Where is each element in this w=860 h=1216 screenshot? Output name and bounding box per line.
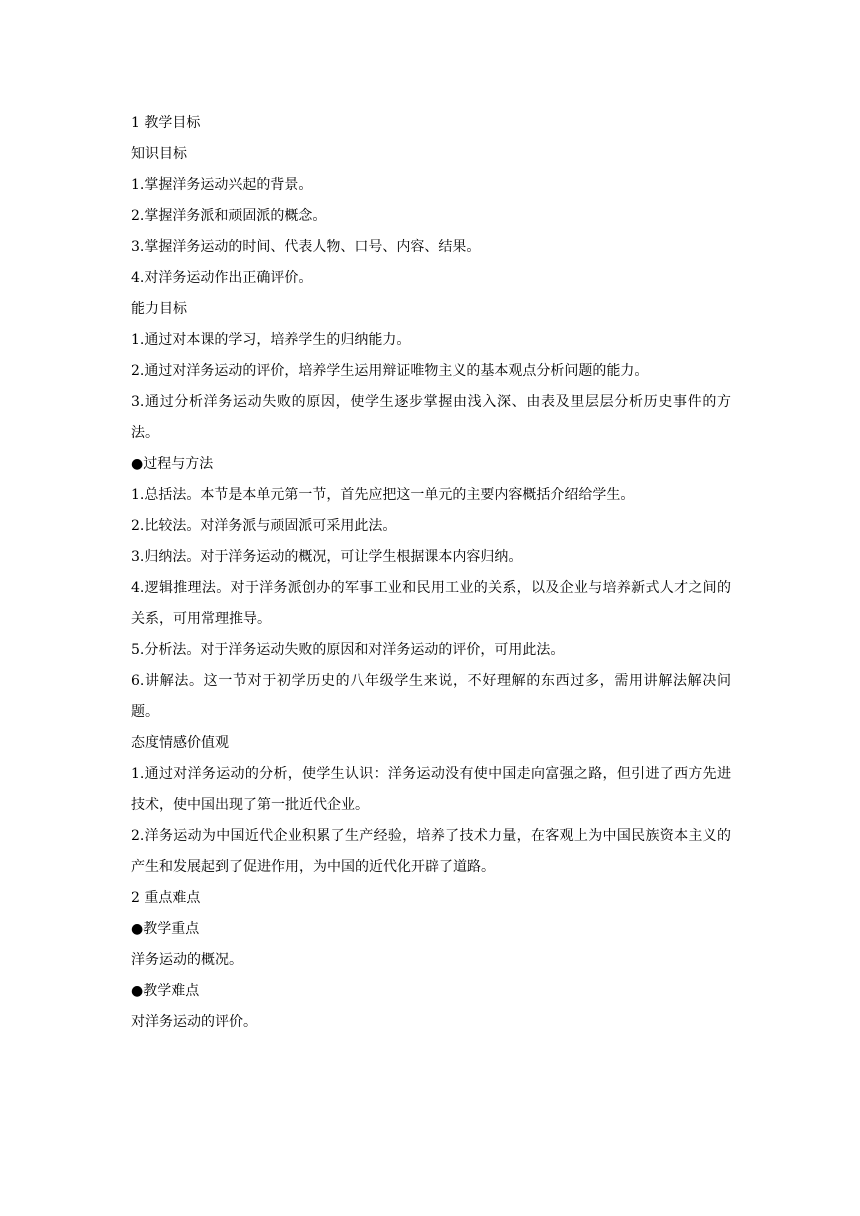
process-item: 6.讲解法。这一节对于初学历史的八年级学生来说，不好理解的东西过多，需用讲解法解决问题。 bbox=[131, 673, 731, 720]
teaching-focus-text: 洋务运动的概况。 bbox=[131, 952, 243, 968]
knowledge-item: 1.掌握洋务运动兴起的背景。 bbox=[131, 177, 313, 193]
teaching-difficulty-text: 对洋务运动的评价。 bbox=[131, 1014, 257, 1030]
attitude-item: 1.通过对洋务运动的分析，使学生认识：洋务运动没有使中国走向富强之路，但引进了西方先进技术，使中国出现了第一批近代企业。 bbox=[131, 766, 731, 813]
ability-item: 3.通过分析洋务运动失败的原因，使学生逐步掌握由浅入深、由表及里层层分析历史事件的方法。 bbox=[131, 394, 731, 441]
section-heading-goals: 1 教学目标 bbox=[131, 115, 201, 131]
subheading-teaching-focus: ●教学重点 bbox=[131, 921, 200, 937]
process-item: 1.总括法。本节是本单元第一节，首先应把这一单元的主要内容概括介绍给学生。 bbox=[131, 487, 635, 503]
section-heading-key-points: 2 重点难点 bbox=[131, 890, 201, 906]
process-item: 2.比较法。对洋务派与顽固派可采用此法。 bbox=[131, 518, 397, 534]
subheading-attitude-values: 态度情感价值观 bbox=[131, 735, 229, 751]
knowledge-item: 3.掌握洋务运动的时间、代表人物、口号、内容、结果。 bbox=[131, 239, 481, 255]
subheading-process-methods: ●过程与方法 bbox=[131, 456, 214, 472]
subheading-knowledge: 知识目标 bbox=[131, 146, 187, 162]
process-item: 5.分析法。对于洋务运动失败的原因和对洋务运动的评价，可用此法。 bbox=[131, 642, 565, 658]
ability-item: 1.通过对本课的学习，培养学生的归纳能力。 bbox=[131, 332, 411, 348]
document-page bbox=[131, 108, 731, 1038]
process-item: 4.逻辑推理法。对于洋务派创办的军事工业和民用工业的关系，以及企业与培养新式人才之间的关系，可用常理推导。 bbox=[131, 580, 731, 627]
knowledge-item: 2.掌握洋务派和顽固派的概念。 bbox=[131, 208, 327, 224]
process-item: 3.归纳法。对于洋务运动的概况，可让学生根据课本内容归纳。 bbox=[131, 549, 523, 565]
subheading-teaching-difficulty: ●教学难点 bbox=[131, 983, 200, 999]
subheading-ability: 能力目标 bbox=[131, 301, 187, 317]
ability-item: 2.通过对洋务运动的评价，培养学生运用辩证唯物主义的基本观点分析问题的能力。 bbox=[131, 363, 649, 379]
knowledge-item: 4.对洋务运动作出正确评价。 bbox=[131, 270, 313, 286]
attitude-item: 2.洋务运动为中国近代企业积累了生产经验，培养了技术力量，在客观上为中国民族资本主义的产生和发展起到了促进作用，为中国的近代化开辟了道路。 bbox=[131, 828, 731, 875]
